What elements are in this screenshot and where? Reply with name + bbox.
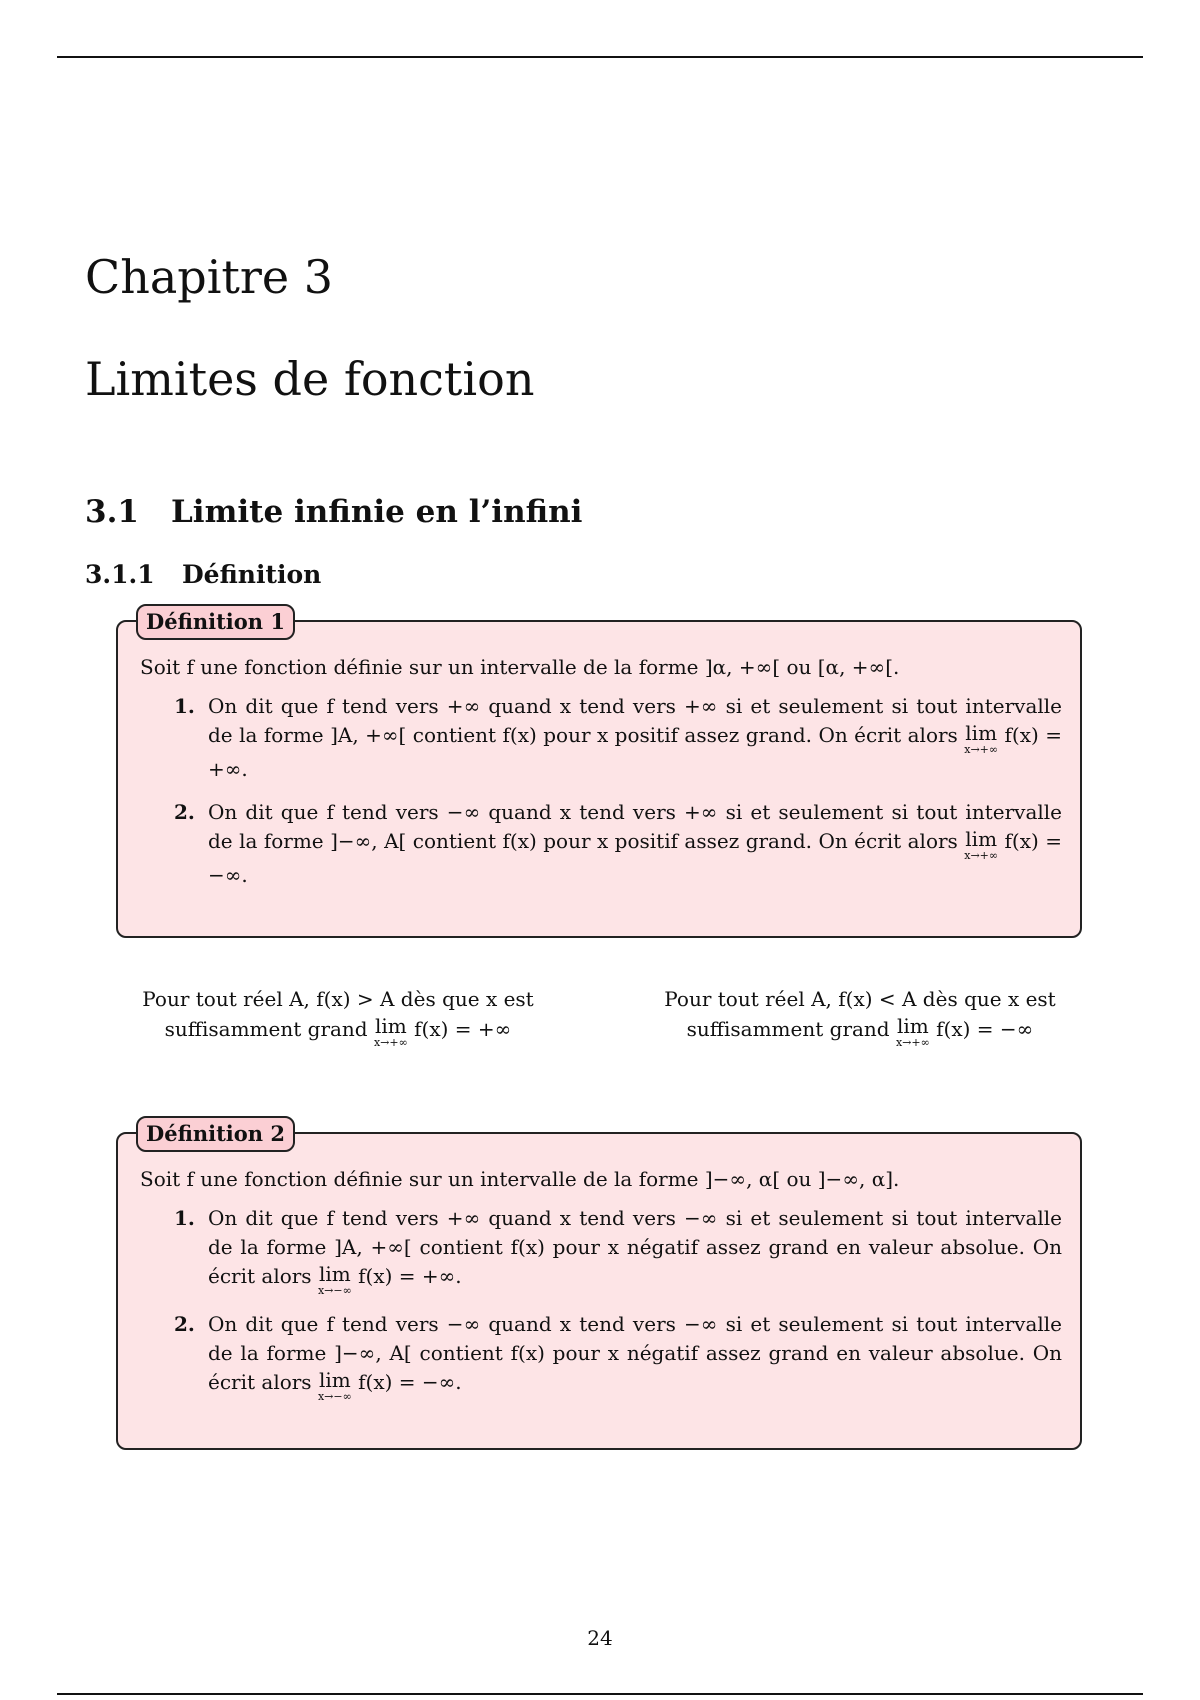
lim-subscript: x→+∞	[373, 1036, 408, 1049]
limit-operator	[318, 1262, 352, 1296]
lim-subscript: x→−∞	[317, 1284, 352, 1297]
limit-operator	[896, 1014, 930, 1048]
item-text: On dit que f tend vers −∞ quand x tend vers +∞ si et seulement si tout intervalle de la forme ]−∞, A[ contient f(x) pour x positif assez grand. On écrit alors	[208, 800, 1062, 853]
definition-intro: Soit f une fonction définie sur un intervalle de la forme ]α, +∞[ ou [α, +∞[.	[140, 655, 900, 679]
definition-box-1	[116, 609, 1082, 938]
section-number: 3.1	[85, 494, 139, 530]
item-text: On dit que f tend vers −∞ quand x tend vers −∞ si et seulement si tout intervalle de la forme ]−∞, A[ contient f(x) pour x négatif assez grand en valeur absolue. On écrit alors	[208, 1312, 1062, 1394]
caption-right	[640, 984, 1080, 1048]
caption-left	[118, 984, 558, 1048]
definition-items	[174, 692, 1062, 904]
item-number: 1.	[174, 1206, 195, 1230]
definition-tag: Définition 1	[136, 604, 295, 640]
caption-line	[118, 1014, 558, 1048]
limit-operator	[964, 827, 998, 861]
limit-operator	[374, 1014, 408, 1048]
lim-expression: f(x) = −∞.	[208, 829, 1062, 887]
caption-text: suffisamment grand	[164, 1017, 368, 1041]
lim-expression: f(x) = +∞	[414, 1017, 512, 1041]
definition-box-2	[116, 1121, 1082, 1450]
item-text: On dit que f tend vers +∞ quand x tend vers −∞ si et seulement si tout intervalle de la forme ]A, +∞[ contient f(x) pour x négatif assez grand en valeur absolue. On écrit alors	[208, 1206, 1062, 1288]
caption-line: Pour tout réel A, f(x) > A dès que x est	[142, 987, 534, 1011]
definition-item	[174, 1204, 1062, 1296]
caption-line: Pour tout réel A, f(x) < A dès que x est	[664, 987, 1056, 1011]
definition-item	[174, 798, 1062, 890]
lim-expression: f(x) = +∞.	[208, 723, 1062, 781]
limit-operator	[318, 1368, 352, 1402]
lim-word: lim	[318, 1262, 351, 1286]
item-number: 1.	[174, 694, 195, 718]
section-heading	[85, 494, 582, 530]
definition-intro: Soit f une fonction définie sur un intervalle de la forme ]−∞, α[ ou ]−∞, α].	[140, 1167, 900, 1191]
lim-expression: f(x) = +∞.	[358, 1264, 462, 1288]
caption-line	[640, 1014, 1080, 1048]
section-title: Limite infinie en l’infini	[171, 494, 583, 530]
definition-item	[174, 1310, 1062, 1402]
lim-subscript: x→+∞	[895, 1036, 930, 1049]
subsection-heading	[85, 560, 321, 589]
definition-tag: Définition 2	[136, 1116, 295, 1152]
lim-word: lim	[318, 1368, 351, 1392]
lim-subscript: x→−∞	[317, 1390, 352, 1403]
lim-subscript: x→+∞	[964, 743, 999, 756]
definition-item	[174, 692, 1062, 784]
lim-subscript: x→+∞	[964, 849, 999, 862]
lim-expression: f(x) = −∞	[936, 1017, 1034, 1041]
subsection-title: Définition	[182, 560, 322, 589]
footer-rule	[57, 1693, 1143, 1695]
chapter-label: Chapitre 3	[85, 250, 333, 304]
limit-operator	[964, 721, 998, 755]
lim-expression: f(x) = −∞.	[358, 1370, 462, 1394]
lim-word: lim	[965, 827, 998, 851]
header-rule	[57, 56, 1143, 58]
item-text: On dit que f tend vers +∞ quand x tend vers +∞ si et seulement si tout intervalle de la forme ]A, +∞[ contient f(x) pour x positif assez grand. On écrit alors	[208, 694, 1062, 747]
subsection-number: 3.1.1	[85, 560, 155, 589]
item-number: 2.	[174, 800, 195, 824]
page-number: 24	[587, 1626, 613, 1650]
caption-text: suffisamment grand	[686, 1017, 890, 1041]
definition-items	[174, 1204, 1062, 1416]
lim-word: lim	[965, 721, 998, 745]
lim-word: lim	[896, 1014, 929, 1038]
chapter-title: Limites de fonction	[85, 352, 535, 406]
lim-word: lim	[374, 1014, 407, 1038]
item-number: 2.	[174, 1312, 195, 1336]
